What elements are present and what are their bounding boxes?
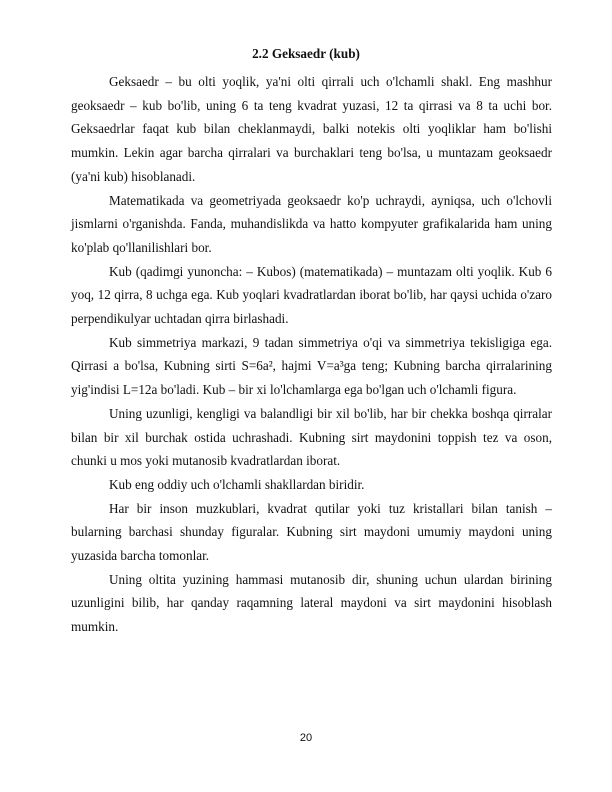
paragraph: Matematikada va geometriyada geoksaedr ko'p uchraydi, ayniqsa, uch o'lchovli jismlarni o'rganishda. Fanda, muhandislikda va hatto kompyuter grafikalarida ham uning ko'plab qo'llanilishlari bor. xyxy=(71,192,552,255)
paragraph: Kub simmetriya markazi, 9 tadan simmetriya o'qi va simmetriya tekisligiga ega. Qirrasi a bo'lsa, Kubning sirti S=6a², hajmi V=a³ga teng; Kubning barcha qirralarining yig'indisi L=12a bo'ladi. Kub – bir xi lo'lchamlarga ega bo'lgan uch o'lchamli figura. xyxy=(71,334,552,398)
body-text xyxy=(71,70,552,639)
paragraph: Kub (qadimgi yunoncha: – Kubos) (matematikada) – muntazam olti yoqlik. Kub 6 yoq, 12 qirra, 8 uchga ega. Kub yoqlari kvadratlardan iborat bo'lib, har qaysi uchida o'zaro perpendikulyar uchtadan qirra birlashadi. xyxy=(71,263,552,327)
paragraph: Kub eng oddiy uch o'lchamli shakllardan biridir. xyxy=(109,476,365,492)
paragraph: Geksaedr – bu olti yoqlik, ya'ni olti qirrali uch o'lchamli shakl. Eng mashhur geoksaedr – kub bo'lib, uning 6 ta teng kvadrat yuzasi, 12 ta qirrasi va 8 ta uchi bor. Geksaedrlar faqat kub bilan cheklanmaydi, balki notekis olti yoqliklar ham bo'lishi mumkin. Lekin agar barcha qirralari va burchaklari teng bo'lsa, u muntazam geoksaedr (ya'ni kub) hisoblanadi. xyxy=(71,74,552,184)
page-number: 20 xyxy=(299,732,313,744)
paragraph: Uning uzunligi, kengligi va balandligi bir xil bo'lib, har bir chekka boshqa qirralar bilan bir xil burchak ostida uchrashadi. Kubning sirt maydonini toppish tez va oson, chunki u mos yoki mutanosib kvadratlardan iborat. xyxy=(71,405,552,469)
section-title: 2.2 Geksaedr (kub) xyxy=(252,46,360,61)
paragraph: Uning oltita yuzining hammasi mutanosib dir, shuning uchun ulardan birining uzunligini bilib, har qanday raqamning lateral maydoni va sirt maydonini hisoblash mumkin. xyxy=(71,571,552,635)
paragraph: Har bir inson muzkublari, kvadrat qutilar yoki tuz kristallari bilan tanish – bularning barchasi shunday figuralar. Kubning sirt maydoni umumiy maydoni uning yuzasida barcha tomonlar. xyxy=(71,500,552,564)
